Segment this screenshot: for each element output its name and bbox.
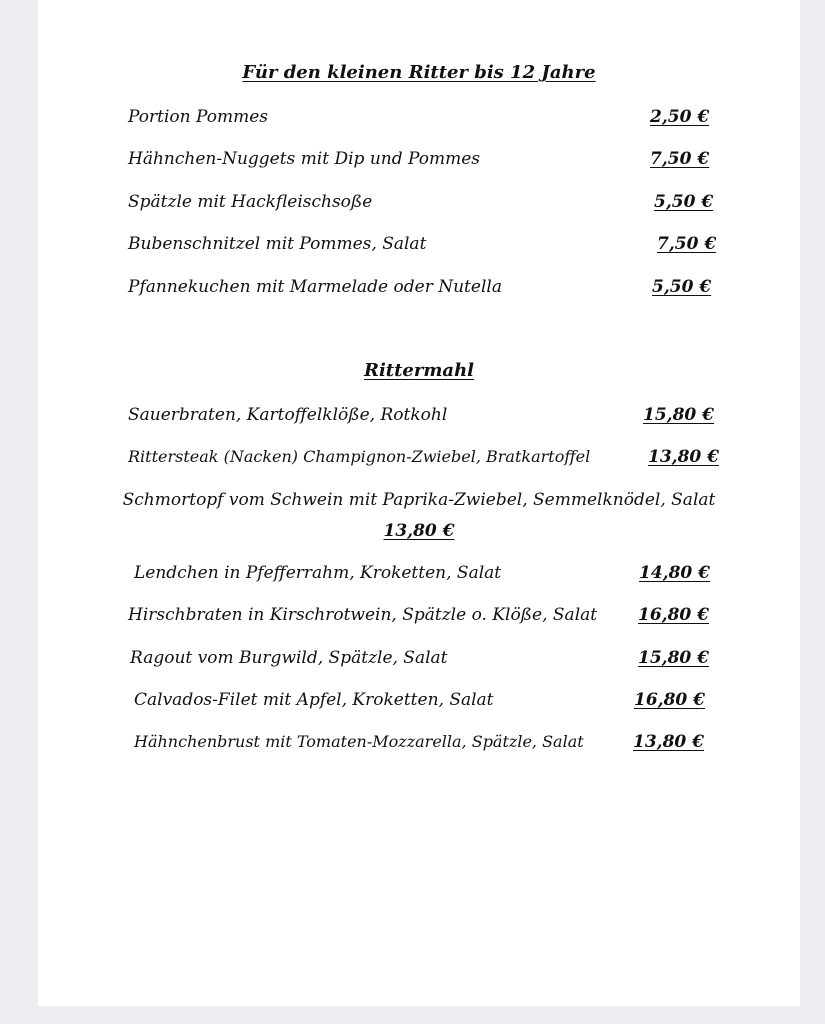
menu-item-name: Spätzle mit Hackfleischsoße [128, 192, 373, 212]
menu-item-name: Bubenschnitzel mit Pommes, Salat [128, 234, 427, 254]
menu-item-row [38, 274, 800, 300]
menu-item-price: 13,80 € [648, 447, 719, 467]
menu-item-name-centered: Schmortopf vom Schwein mit Paprika-Zwiebel, Semmelknödel, Salat [122, 490, 716, 510]
menu-item-price: 15,80 € [643, 405, 714, 425]
menu-item-row [38, 402, 800, 428]
menu-item-price-centered: 13,80 € [383, 521, 455, 541]
menu-item-price: 15,80 € [638, 648, 709, 668]
menu-item-price: 5,50 € [654, 192, 714, 212]
section-heading-kids: Für den kleinen Ritter bis 12 Jahre [242, 62, 596, 83]
menu-item-price: 16,80 € [634, 690, 705, 710]
menu-item-row [38, 104, 800, 130]
menu-item-name: Calvados-Filet mit Apfel, Kroketten, Salat [134, 690, 494, 710]
menu-item-price: 7,50 € [650, 149, 710, 169]
menu-item-row [38, 189, 800, 215]
menu-item-row [38, 729, 800, 755]
menu-item-row [38, 602, 800, 628]
menu-item-name: Hähnchenbrust mit Tomaten-Mozzarella, Spätzle, Salat [134, 732, 584, 751]
menu-item-name: Hähnchen-Nuggets mit Dip und Pommes [128, 149, 481, 169]
menu-item-name: Ragout vom Burgwild, Spätzle, Salat [130, 648, 448, 668]
menu-item-name: Lendchen in Pfefferrahm, Kroketten, Salat [134, 563, 502, 583]
menu-item-price: 5,50 € [652, 277, 712, 297]
menu-item-price: 13,80 € [633, 732, 704, 752]
menu-item-price: 14,80 € [639, 563, 710, 583]
section-heading-rittermahl: Rittermahl [364, 360, 474, 381]
menu-item-row [38, 560, 800, 586]
menu-item-price: 16,80 € [638, 605, 709, 625]
menu-item-price: 7,50 € [657, 234, 717, 254]
menu-item-name: Sauerbraten, Kartoffelklöße, Rotkohl [128, 405, 448, 425]
menu-item-name: Hirschbraten in Kirschrotwein, Spätzle o. Klöße, Salat [128, 605, 598, 625]
menu-item-name: Pfannekuchen mit Marmelade oder Nutella [128, 277, 502, 297]
menu-item-name: Rittersteak (Nacken) Champignon-Zwiebel, Bratkartoffel [128, 447, 591, 466]
menu-item-row [38, 687, 800, 713]
menu-item-row [38, 231, 800, 257]
menu-item-name: Portion Pommes [128, 107, 268, 127]
menu-item-row [38, 444, 800, 470]
menu-item-price: 2,50 € [650, 107, 710, 127]
menu-item-row [38, 645, 800, 671]
menu-page [38, 0, 800, 1006]
menu-item-row [38, 146, 800, 172]
